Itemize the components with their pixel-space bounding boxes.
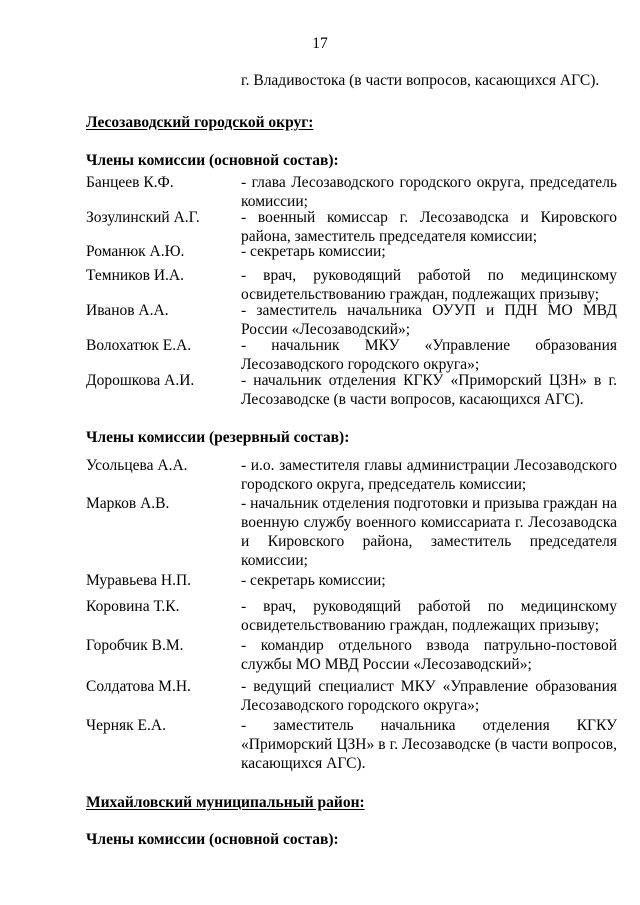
continuation-text: г. Владивостока (в части вопросов, касающихся АГС). xyxy=(241,72,600,89)
member-name: Дорошкова А.И. xyxy=(86,372,195,389)
member-role: - заместитель начальника отделения КГКУ «Приморский ЦЗН» в г. Лесозаводске (в части вопросов, касающихся АГС). xyxy=(241,717,617,772)
member-role: - врач, руководящий работой по медицинскому освидетельствованию граждан, подлежащих призыву; xyxy=(241,267,617,303)
member-name: Зозулинский А.Г. xyxy=(86,209,200,226)
section-title-mikhailovsky: Михайловский муниципальный район: xyxy=(86,794,365,811)
member-role: - начальник отделения подготовки и призыва граждан на военную службу военного комиссариата г. Лесозаводска и Кировского района, заместитель председателя комиссии; xyxy=(241,495,617,569)
member-role: - ведущий специалист МКУ «Управление образования Лесозаводского городского округа»; xyxy=(241,678,617,714)
section-title-lesozavodsk: Лесозаводский городской округ: xyxy=(86,114,314,131)
member-role: - секретарь комиссии; xyxy=(241,243,386,260)
member-role: - секретарь комиссии; xyxy=(241,572,386,589)
member-role: - заместитель начальника ОУУП и ПДН МО МВД России «Лесозаводский»; xyxy=(241,302,617,338)
group-heading-main: Члены комиссии (основной состав): xyxy=(86,152,339,169)
member-role: - военный комиссар г. Лесозаводска и Кировского района, заместитель председателя комиссии; xyxy=(241,209,617,245)
page-number: 17 xyxy=(312,35,328,52)
group-heading-reserve: Члены комиссии (резервный состав): xyxy=(86,429,350,446)
member-name: Муравьева Н.П. xyxy=(86,572,192,589)
member-role: - начальник отделения КГКУ «Приморский ЦЗН» в г. Лесозаводске (в части вопросов, касающихся АГС). xyxy=(241,372,617,408)
member-role: - и.о. заместителя главы администрации Лесозаводского городского округа, председатель комиссии; xyxy=(241,457,617,493)
member-name: Волохатюк Е.А. xyxy=(86,337,192,354)
member-name: Банцеев К.Ф. xyxy=(86,174,174,191)
member-role: - глава Лесозаводского городского округа, председатель комиссии; xyxy=(241,174,617,210)
member-name: Коровина Т.К. xyxy=(86,598,180,615)
member-name: Марков А.В. xyxy=(86,495,170,512)
member-name: Черняк Е.А. xyxy=(86,717,166,734)
member-name: Солдатова М.Н. xyxy=(86,678,191,695)
member-name: Романюк А.Ю. xyxy=(86,243,185,260)
member-name: Иванов А.А. xyxy=(86,302,169,319)
member-role: - врач, руководящий работой по медицинскому освидетельствованию граждан, подлежащих призыву; xyxy=(241,598,617,634)
member-role: - командир отдельного взвода патрульно-постовой службы МО МВД России «Лесозаводский»; xyxy=(241,637,617,673)
member-name: Горобчик В.М. xyxy=(86,637,184,654)
member-name: Темников И.А. xyxy=(86,267,184,284)
group-heading-main-2: Члены комиссии (основной состав): xyxy=(86,831,339,848)
member-role: - начальник МКУ «Управление образования Лесозаводского городского округа»; xyxy=(241,337,617,373)
member-name: Усольцева А.А. xyxy=(86,457,188,474)
